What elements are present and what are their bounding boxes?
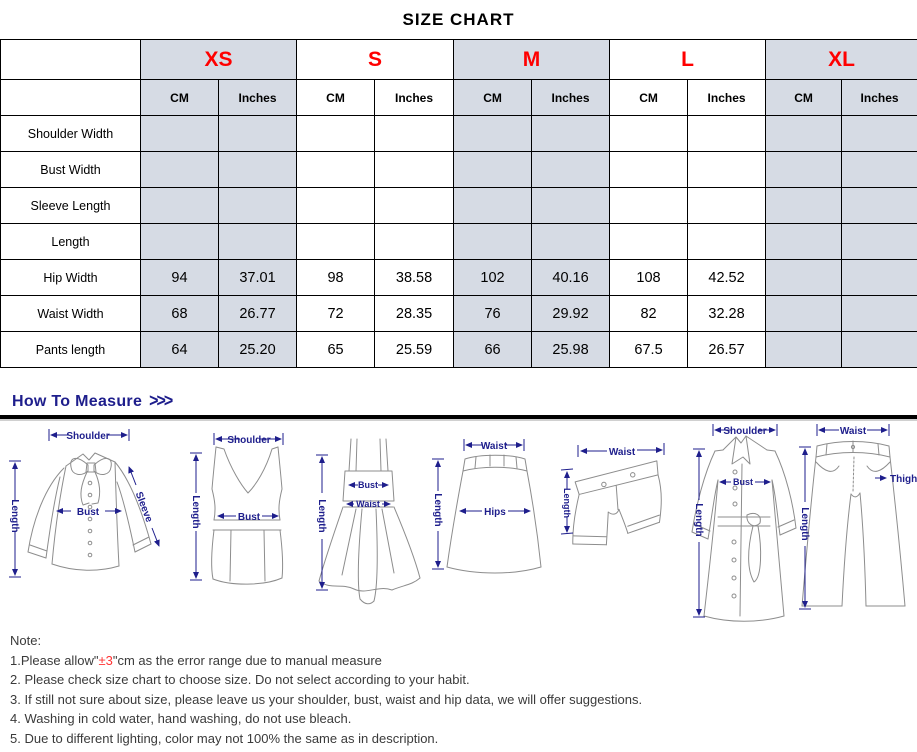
value-cell <box>141 224 219 260</box>
note-1-error-range: ±3 <box>98 652 113 668</box>
note-item-1 <box>10 651 917 671</box>
jeans-thigh-label: Thigh <box>890 474 917 485</box>
shorts-drawing <box>562 461 669 550</box>
value-cell <box>297 224 375 260</box>
unit-header-cm-xl: CM <box>766 80 842 116</box>
row-label: Length <box>1 224 141 260</box>
value-cell <box>454 224 532 260</box>
coat-shoulder-label: Shoulder <box>723 426 767 437</box>
corner-cell <box>1 40 141 80</box>
value-cell <box>297 152 375 188</box>
vest-shoulder-label: Shoulder <box>227 435 271 446</box>
notes-section <box>10 631 917 748</box>
row-label: Sleeve Length <box>1 188 141 224</box>
figure-coat <box>673 420 811 625</box>
dress-bust-label: Bust <box>358 480 378 490</box>
value-cell: 102 <box>454 260 532 296</box>
value-cell <box>688 188 766 224</box>
value-cell: 37.01 <box>219 260 297 296</box>
value-cell <box>454 152 532 188</box>
row-label: Shoulder Width <box>1 116 141 152</box>
jeans-length-label: Length <box>799 507 810 541</box>
row-label: Hip Width <box>1 260 141 296</box>
note-item-2: 2. Please check size chart to choose size. Do not select according to your habit. <box>10 672 470 687</box>
skirt-waist-label: Waist <box>480 441 508 452</box>
vest-measures <box>190 433 283 580</box>
value-cell <box>219 224 297 260</box>
jeans-waist-label: Waist <box>839 426 867 437</box>
coat-drawing <box>692 436 796 621</box>
value-cell: 42.52 <box>688 260 766 296</box>
unit-header-cm-s: CM <box>297 80 375 116</box>
value-cell <box>532 224 610 260</box>
value-cell <box>766 260 842 296</box>
blouse-shoulder-label: Shoulder <box>66 431 110 442</box>
row-label: Waist Width <box>1 296 141 332</box>
value-cell <box>842 188 917 224</box>
value-cell <box>766 116 842 152</box>
value-cell: 68 <box>141 296 219 332</box>
value-cell: 28.35 <box>375 296 454 332</box>
value-cell: 72 <box>297 296 375 332</box>
table-row <box>1 152 917 188</box>
value-cell <box>842 332 917 368</box>
coat-bust-label: Bust <box>733 477 753 487</box>
value-cell <box>532 116 610 152</box>
value-cell <box>219 188 297 224</box>
table-row <box>1 224 917 260</box>
value-cell <box>688 224 766 260</box>
table-row <box>1 296 917 332</box>
value-cell <box>375 188 454 224</box>
skirt-length-label: Length <box>432 493 443 527</box>
size-header-m: M <box>454 40 610 80</box>
coat-measures <box>693 424 777 617</box>
value-cell: 67.5 <box>610 332 688 368</box>
table-row <box>1 188 917 224</box>
value-cell: 38.58 <box>375 260 454 296</box>
value-cell: 29.92 <box>532 296 610 332</box>
value-cell <box>219 116 297 152</box>
value-cell <box>610 188 688 224</box>
figure-shorts <box>543 437 683 567</box>
vest-bust-label: Bust <box>237 512 261 523</box>
shorts-waist-label: Waist <box>608 447 636 458</box>
table-row <box>1 332 917 368</box>
note-item-5: 5. Due to different lighting, color may not 100% the same as in description. <box>10 730 439 746</box>
figure-blouse <box>3 425 188 597</box>
value-cell: 25.59 <box>375 332 454 368</box>
value-cell <box>842 296 917 332</box>
value-cell <box>610 152 688 188</box>
size-header-xs: XS <box>141 40 297 80</box>
jeans-drawing <box>802 441 905 606</box>
value-cell <box>219 152 297 188</box>
value-cell <box>297 116 375 152</box>
value-cell <box>375 224 454 260</box>
value-cell <box>454 188 532 224</box>
value-cell: 66 <box>454 332 532 368</box>
measurement-figures <box>0 419 917 629</box>
unit-header-cm-xs: CM <box>141 80 219 116</box>
value-cell: 98 <box>297 260 375 296</box>
value-cell: 64 <box>141 332 219 368</box>
value-cell <box>766 188 842 224</box>
notes-heading: Note: <box>10 633 42 648</box>
table-row <box>1 260 917 296</box>
row-label: Pants length <box>1 332 141 368</box>
value-cell: 94 <box>141 260 219 296</box>
how-to-measure-heading <box>12 393 917 411</box>
value-cell: 26.77 <box>219 296 297 332</box>
unit-header-cm-m: CM <box>454 80 532 116</box>
dress-length-label: Length <box>316 499 327 533</box>
row-label: Bust Width <box>1 152 141 188</box>
figure-skirt <box>428 433 560 585</box>
size-header-s: S <box>297 40 454 80</box>
value-cell <box>766 152 842 188</box>
dress-drawing <box>319 439 420 604</box>
value-cell <box>610 224 688 260</box>
value-cell: 108 <box>610 260 688 296</box>
value-cell <box>532 188 610 224</box>
value-cell <box>375 116 454 152</box>
page-title: SIZE CHART <box>402 9 515 29</box>
corner-cell <box>1 80 141 116</box>
table-row <box>1 116 917 152</box>
unit-header-inches-xs: Inches <box>219 80 297 116</box>
value-cell <box>842 116 917 152</box>
unit-header-inches-s: Inches <box>375 80 454 116</box>
value-cell <box>141 116 219 152</box>
value-cell: 65 <box>297 332 375 368</box>
value-cell <box>141 188 219 224</box>
unit-header-cm-l: CM <box>610 80 688 116</box>
value-cell <box>766 224 842 260</box>
skirt-hips-label: Hips <box>484 507 506 518</box>
value-cell <box>375 152 454 188</box>
note-item-3: 3. If still not sure about size, please leave us your shoulder, bust, waist and hip data, we will offer suggestions. <box>10 691 643 707</box>
triple-arrow-icon: >>> <box>149 391 172 412</box>
value-cell <box>766 296 842 332</box>
value-cell: 76 <box>454 296 532 332</box>
value-cell <box>141 152 219 188</box>
value-cell <box>532 152 610 188</box>
size-table <box>0 39 917 368</box>
coat-length-label: Length <box>693 503 704 537</box>
value-cell <box>842 152 917 188</box>
value-cell <box>766 332 842 368</box>
value-cell <box>688 152 766 188</box>
blouse-measures <box>9 429 159 577</box>
blouse-length-label: Length <box>9 499 20 533</box>
value-cell <box>610 116 688 152</box>
value-cell <box>688 116 766 152</box>
blouse-bust-label: Bust <box>76 507 100 518</box>
note-1-suffix: "cm as the error range due to manual measure <box>112 652 382 668</box>
value-cell <box>454 116 532 152</box>
value-cell <box>297 188 375 224</box>
value-cell <box>842 224 917 260</box>
value-cell: 25.98 <box>532 332 610 368</box>
dress-waist-label: Waist <box>356 499 380 509</box>
how-to-measure-label: How To Measure <box>12 393 143 410</box>
value-cell: 40.16 <box>532 260 610 296</box>
value-cell: 26.57 <box>688 332 766 368</box>
value-cell: 82 <box>610 296 688 332</box>
value-cell <box>842 260 917 296</box>
blouse-sleeve-label: Sleeve <box>132 490 155 524</box>
shorts-measures <box>561 443 664 534</box>
skirt-measures <box>432 439 530 569</box>
unit-header-inches-xl: Inches <box>842 80 917 116</box>
figure-vest <box>186 429 311 594</box>
size-header-xl: XL <box>766 40 917 80</box>
figure-dress <box>312 433 430 613</box>
note-item-4: 4. Washing in cold water, hand washing, do not use bleach. <box>10 711 352 726</box>
vest-length-label: Length <box>190 495 201 529</box>
figure-jeans <box>797 420 917 620</box>
size-header-l: L <box>610 40 766 80</box>
value-cell: 32.28 <box>688 296 766 332</box>
value-cell: 25.20 <box>219 332 297 368</box>
note-1-prefix: 1.Please allow" <box>10 652 99 668</box>
unit-header-inches-m: Inches <box>532 80 610 116</box>
unit-header-inches-l: Inches <box>688 80 766 116</box>
shorts-length-label: Length <box>562 488 572 518</box>
